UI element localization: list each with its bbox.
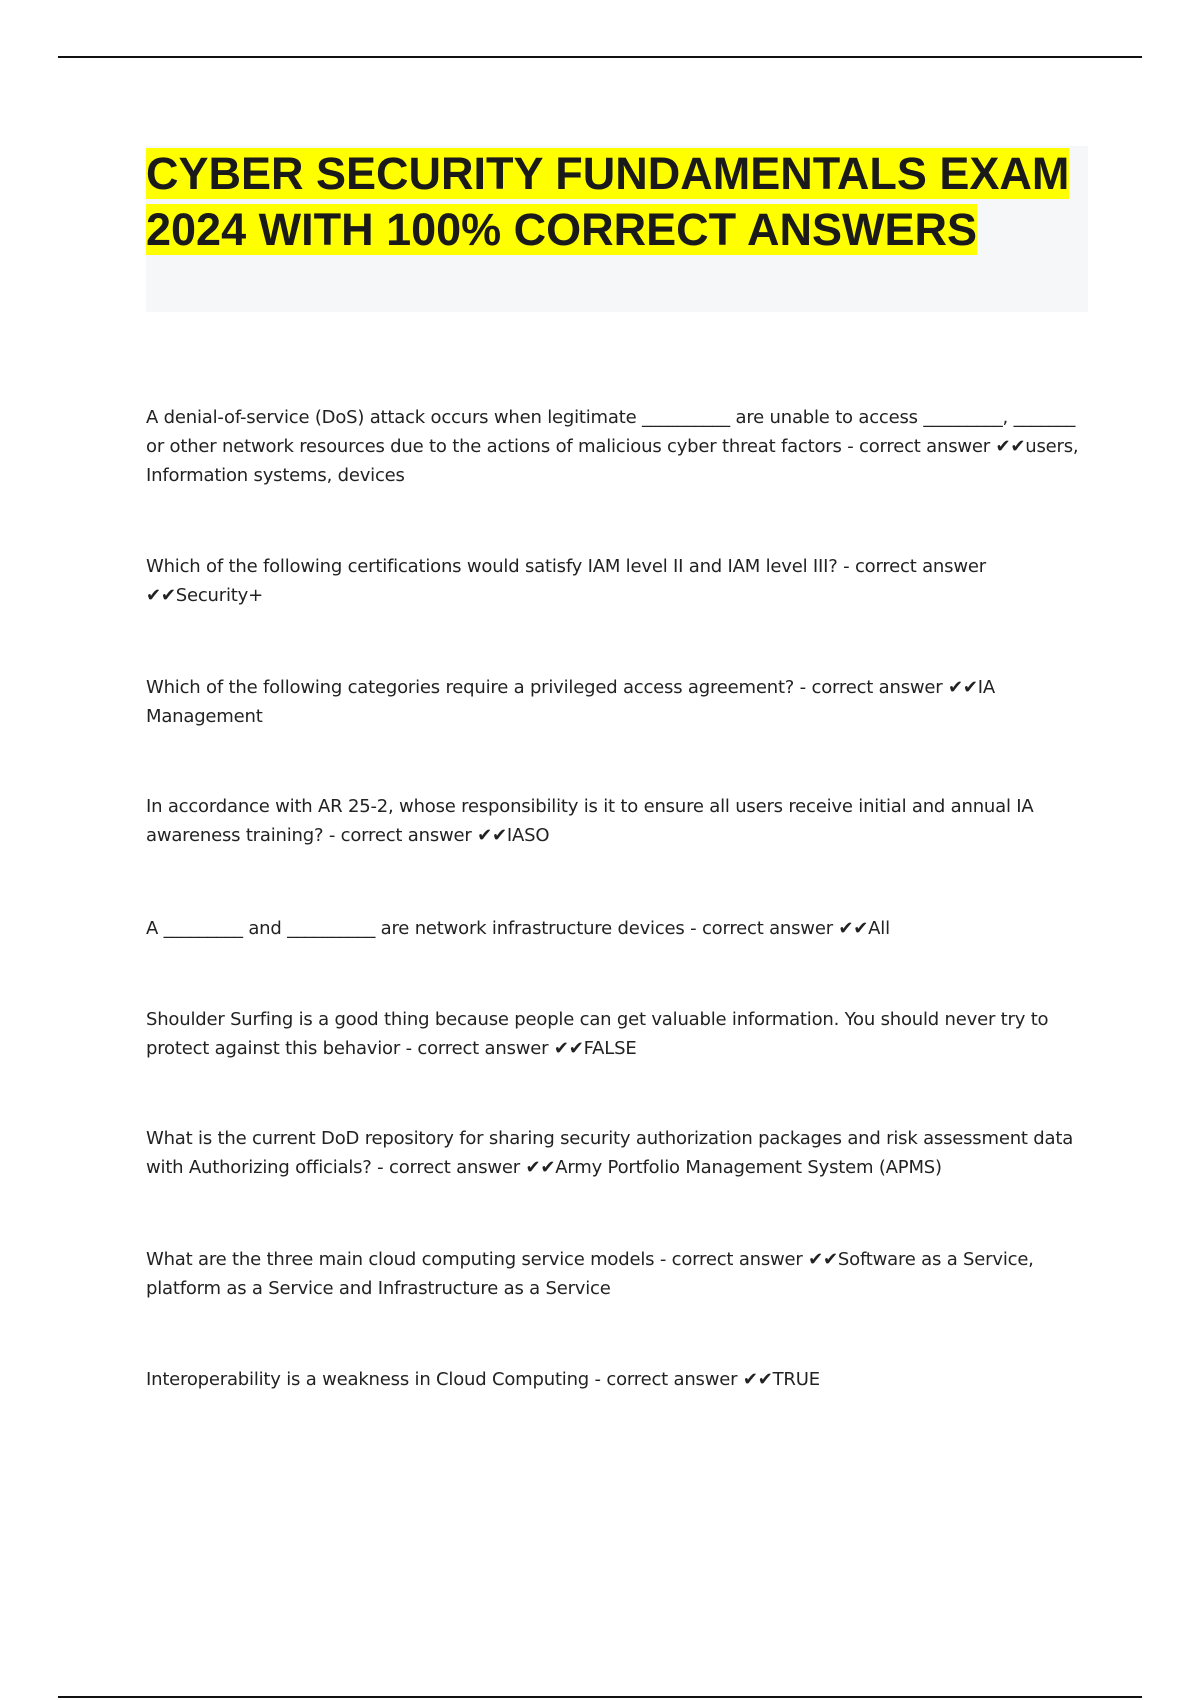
question-8: What are the three main cloud computing service models - correct answer ✔✔Software as a Service, platform as a Service and Infrastructure as a Service (146, 1249, 1034, 1299)
question-2: Which of the following certifications would satisfy IAM level II and IAM level III? - correct answer ✔✔Security+ (146, 556, 986, 606)
bottom-rule (58, 1696, 1142, 1698)
document-title (146, 146, 1088, 258)
question-5: A _________ and __________ are network infrastructure devices - correct answer ✔✔All (146, 918, 890, 939)
question-1: A denial-of-service (DoS) attack occurs when legitimate __________ are unable to access _________, _______ or other network resources due to the actions of malicious cyber threat factors - correct answer ✔✔users, Information systems, devices (146, 407, 1079, 486)
top-rule (58, 56, 1142, 58)
question-9: Interoperability is a weakness in Cloud Computing - correct answer ✔✔TRUE (146, 1369, 820, 1390)
question-6: Shoulder Surfing is a good thing because people can get valuable information. You should never try to protect against this behavior - correct answer ✔✔FALSE (146, 1009, 1049, 1059)
question-4: In accordance with AR 25-2, whose responsibility is it to ensure all users receive initial and annual IA awareness training? - correct answer ✔✔IASO (146, 796, 1034, 846)
title-highlight: CYBER SECURITY FUNDAMENTALS EXAM 2024 WITH 100% CORRECT ANSWERS (146, 148, 1070, 255)
question-7: What is the current DoD repository for sharing security authorization packages and risk assessment data with Authorizing officials? - correct answer ✔✔Army Portfolio Management System (APMS) (146, 1128, 1074, 1178)
question-3: Which of the following categories require a privileged access agreement? - correct answer ✔✔IA Management (146, 677, 995, 727)
